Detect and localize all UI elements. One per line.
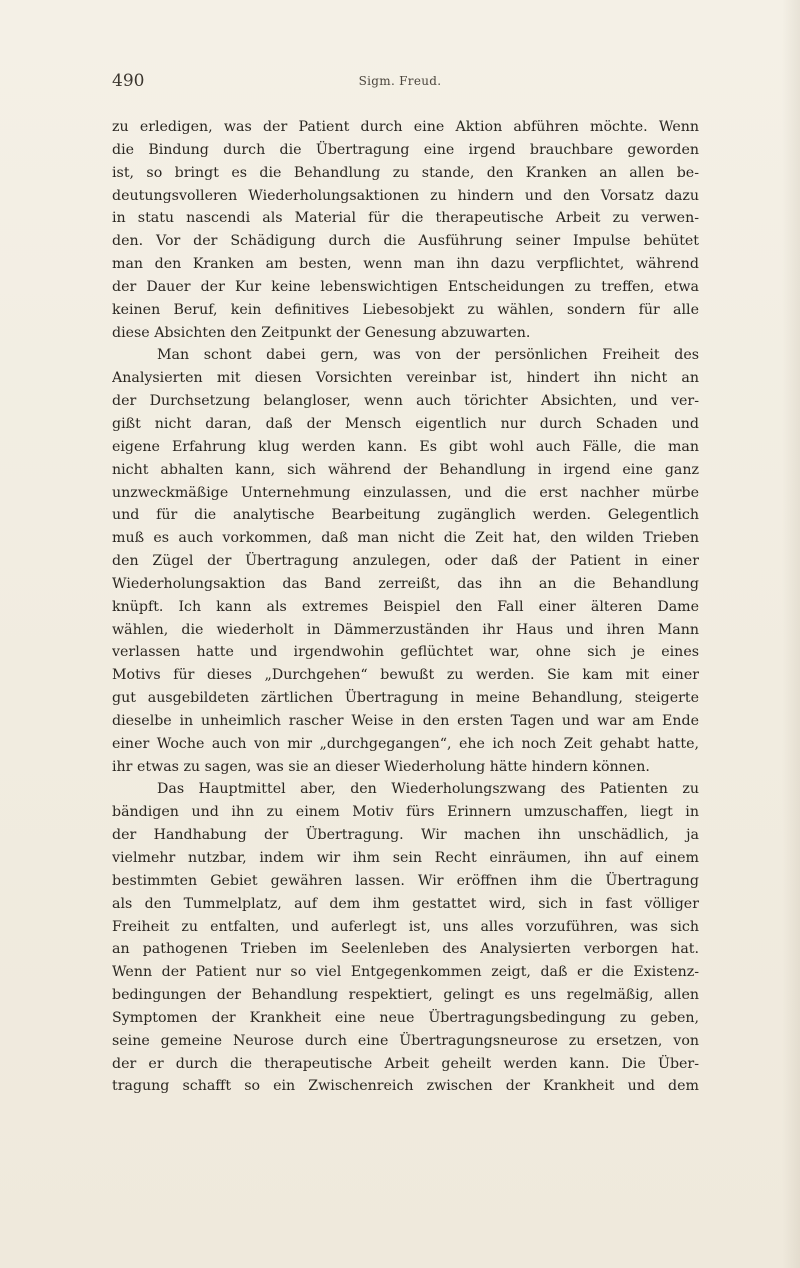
text-line: der Handhabung der Übertragung. Wir machen ihn unschädlich, ja bbox=[112, 827, 699, 844]
text-line: knüpft. Ich kann als extremes Beispiel den Fall einer älteren Dame bbox=[112, 598, 699, 615]
text-line: als den Tummelplatz, auf dem ihm gestattet wird, sich in fast völliger bbox=[112, 895, 699, 912]
text-line: einer Woche auch von mir „durchgegangen“, ehe ich noch Zeit gehabt hatte, bbox=[112, 735, 699, 752]
text-line: unzweckmäßige Unternehmung einzulassen, und die erst nachher mürbe bbox=[112, 484, 699, 501]
text-line: man den Kranken am besten, wenn man ihn dazu verpflichtet, während bbox=[112, 256, 699, 273]
text-line: ihr etwas zu sagen, was sie an dieser Wiederholung hätte hindern können. bbox=[112, 758, 650, 775]
page-number: 490 bbox=[112, 71, 145, 91]
text-line: wählen, die wiederholt in Dämmerzuständen ihr Haus und ihren Mann bbox=[112, 621, 699, 638]
text-line: Freiheit zu entfalten, und auferlegt ist, uns alles vorzuführen, was sich bbox=[112, 918, 699, 935]
text-line: deutungsvolleren Wiederholungsaktionen zu hindern und den Vorsatz dazu bbox=[112, 187, 699, 204]
text-line: Analysierten mit diesen Vorsichten vereinbar ist, hindert ihn nicht an bbox=[112, 370, 699, 387]
text-line: keinen Beruf, kein definitives Liebesobjekt zu wählen, sondern für alle bbox=[112, 301, 699, 318]
text-line: bändigen und ihn zu einem Motiv fürs Erinnern umzuschaffen, liegt in bbox=[112, 804, 699, 821]
text-line: an pathogenen Trieben im Seelenleben des Analysierten verborgen hat. bbox=[112, 941, 699, 958]
text-line: ist, so bringt es die Behandlung zu stande, den Kranken an allen be- bbox=[112, 164, 699, 181]
text-line: den. Vor der Schädigung durch die Ausführung seiner Impulse behütet bbox=[112, 233, 699, 250]
text-line: dieselbe in unheimlich rascher Weise in den ersten Tagen und war am Ende bbox=[112, 712, 699, 729]
text-line: verlassen hatte und irgendwohin geflüchtet war, ohne sich je eines bbox=[112, 644, 699, 661]
text-line: den Zügel der Übertragung anzulegen, oder daß der Patient in einer bbox=[112, 553, 699, 570]
text-line: der Dauer der Kur keine lebenswichtigen Entscheidungen zu treffen, etwa bbox=[112, 278, 699, 295]
text-line: Symptomen der Krankheit eine neue Übertragungsbedingung zu geben, bbox=[112, 1009, 699, 1026]
text-line: der er durch die therapeutische Arbeit geheilt werden kann. Die Über- bbox=[112, 1055, 699, 1072]
text-line: tragung schafft so ein Zwischenreich zwischen der Krankheit und dem bbox=[112, 1078, 699, 1095]
text-line: zu erledigen, was der Patient durch eine Aktion abführen möchte. Wenn bbox=[112, 119, 699, 135]
text-line: gißt nicht daran, daß der Mensch eigentlich nur durch Schaden und bbox=[112, 415, 699, 432]
text-line: die Bindung durch die Übertragung eine irgend brauchbare geworden bbox=[112, 141, 699, 158]
paragraph-first-line: Man schont dabei gern, was von der persönlichen Freiheit des bbox=[157, 347, 699, 364]
text-line: der Durchsetzung belangloser, wenn auch törichter Absichten, und ver- bbox=[112, 393, 699, 410]
paragraph-first-line: Das Hauptmittel aber, den Wiederholungszwang des Patienten zu bbox=[157, 781, 699, 798]
text-line: gut ausgebildeten zärtlichen Übertragung in meine Behandlung, steigerte bbox=[112, 690, 699, 707]
text-line: Wiederholungsaktion das Band zerreißt, das ihn an die Behandlung bbox=[112, 575, 699, 592]
text-line: nicht abhalten kann, sich während der Behandlung in irgend eine ganz bbox=[112, 461, 699, 478]
text-line: eigene Erfahrung klug werden kann. Es gibt wohl auch Fälle, die man bbox=[112, 438, 699, 455]
page-edge-shadow bbox=[782, 0, 800, 1268]
text-line: bedingungen der Behandlung respektiert, gelingt es uns regelmäßig, allen bbox=[112, 987, 699, 1004]
text-line: in statu nascendi als Material für die therapeutische Arbeit zu verwen- bbox=[112, 210, 699, 227]
text-line: vielmehr nutzbar, indem wir ihm sein Recht einräumen, ihn auf einem bbox=[112, 850, 699, 866]
running-head: Sigm. Freud. bbox=[358, 74, 442, 88]
text-line: Wenn der Patient nur so viel Entgegenkommen zeigt, daß er die Existenz- bbox=[112, 964, 699, 981]
body-text bbox=[112, 116, 699, 1098]
text-line: seine gemeine Neurose durch eine Übertragungsneurose zu ersetzen, von bbox=[112, 1032, 699, 1049]
text-line: muß es auch vorkommen, daß man nicht die Zeit hat, den wilden Trieben bbox=[112, 530, 699, 547]
text-line: diese Absichten den Zeitpunkt der Genesung abzuwarten. bbox=[112, 324, 531, 341]
text-line: bestimmten Gebiet gewähren lassen. Wir eröffnen ihm die Übertragung bbox=[112, 872, 699, 889]
text-line: Motivs für dieses „Durchgehen“ bewußt zu werden. Sie kam mit einer bbox=[112, 667, 699, 684]
text-line: und für die analytische Bearbeitung zugänglich werden. Gelegentlich bbox=[112, 507, 699, 524]
